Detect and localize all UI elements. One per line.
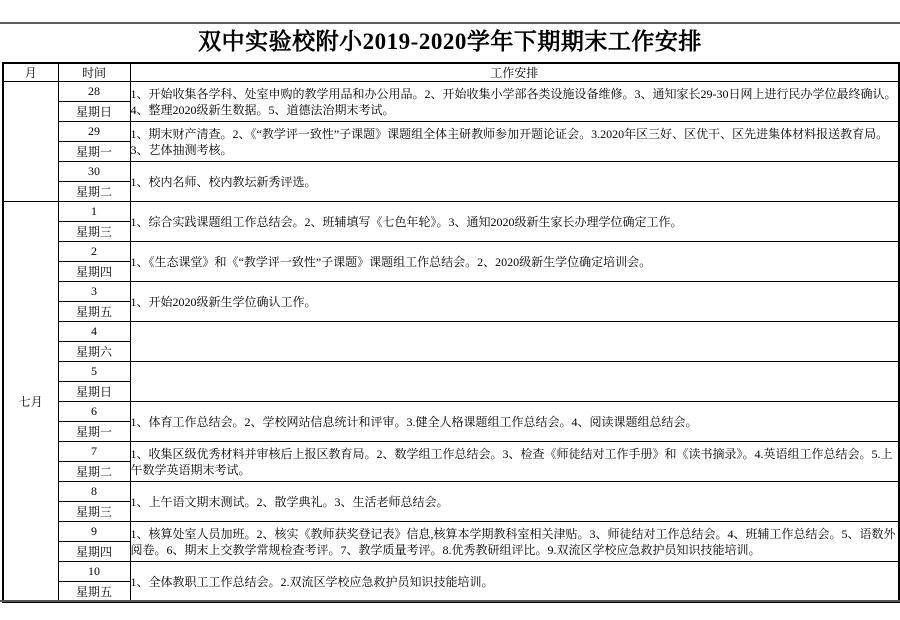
column-header-time: 时间 xyxy=(58,63,130,82)
table-row xyxy=(3,82,899,102)
work-cell: 1、体育工作总结会。2、学校网站信息统计和评审。3.健全人格课题组工作总结会。4、阅读课题组总结会。 xyxy=(130,402,899,442)
table-row xyxy=(3,442,899,462)
page-bottom-divider xyxy=(0,600,900,602)
weekday-cell: 星期五 xyxy=(58,582,130,603)
weekday-cell: 星期日 xyxy=(58,102,130,122)
page-title: 双中实验校附小2019-2020学年下期期末工作安排 xyxy=(198,29,702,54)
weekday-cell: 星期日 xyxy=(58,382,130,402)
work-cell: 1、收集区级优秀材料并审核后上报区教育局。2、数学组工作总结会。3、检查《师徒结对工作手册》和《读书摘录》。4.英语组工作总结会。5.上午数学英语期末考试。 xyxy=(130,442,899,482)
date-cell: 29 xyxy=(58,122,130,142)
table-row xyxy=(3,122,899,142)
work-cell: 1、核算处室人员加班。2、核实《教师获奖登记表》信息,核算本学期教科室相关津贴。3、师徒结对工作总结会。4、班辅工作总结会。5、语数外阅卷。6、期末上交教学常规检查考评。7、教学质量考评。8.优秀教研组评比。9.双流区学校应急救护员知识技能培训。 xyxy=(130,522,899,562)
work-cell: 1、全体教职工工作总结会。2.双流区学校应急救护员知识技能培训。 xyxy=(130,562,899,603)
date-cell: 1 xyxy=(58,202,130,222)
work-cell: 1、校内名师、校内教坛新秀评选。 xyxy=(130,162,899,202)
date-cell: 10 xyxy=(58,562,130,582)
work-cell: 1、综合实践课题组工作总结会。2、班辅填写《七色年轮》。3、通知2020级新生家长办理学位确定工作。 xyxy=(130,202,899,242)
weekday-cell: 星期三 xyxy=(58,222,130,242)
work-cell: 1、上午语文期末测试。2、散学典礼。3、生活老师总结会。 xyxy=(130,482,899,522)
table-row xyxy=(3,162,899,182)
weekday-cell: 星期一 xyxy=(58,422,130,442)
weekday-cell: 星期一 xyxy=(58,142,130,162)
weekday-cell: 星期二 xyxy=(58,182,130,202)
work-cell: 1、期末财产清查。2、《“教学评一致性”子课题》课题组全体主研教师参加开题论证会。3.2020年区三好、区优干、区先进集体材料报送教育局。3、艺体抽测考核。 xyxy=(130,122,899,162)
table-row xyxy=(3,522,899,542)
weekday-cell: 星期六 xyxy=(58,342,130,362)
work-cell: 1、《生态课堂》和《“教学评一致性”子课题》课题组工作总结会。2、2020级新生学位确定培训会。 xyxy=(130,242,899,282)
date-cell: 4 xyxy=(58,322,130,342)
weekday-cell: 星期五 xyxy=(58,302,130,322)
table-row xyxy=(3,322,899,342)
work-cell xyxy=(130,322,899,362)
table-row xyxy=(3,282,899,302)
date-cell: 8 xyxy=(58,482,130,502)
table-row xyxy=(3,202,899,222)
table-row xyxy=(3,482,899,502)
column-header-month: 月 xyxy=(3,63,58,82)
table-header-row xyxy=(3,63,899,82)
table-row xyxy=(3,402,899,422)
date-cell: 2 xyxy=(58,242,130,262)
work-cell: 1、开始2020级新生学位确认工作。 xyxy=(130,282,899,322)
date-cell: 7 xyxy=(58,442,130,462)
table-row xyxy=(3,562,899,582)
column-header-work: 工作安排 xyxy=(130,63,899,82)
weekday-cell: 星期四 xyxy=(58,542,130,562)
table-row xyxy=(3,362,899,382)
work-cell xyxy=(130,362,899,402)
date-cell: 5 xyxy=(58,362,130,382)
date-cell: 30 xyxy=(58,162,130,182)
date-cell: 28 xyxy=(58,82,130,102)
page-top-divider xyxy=(0,22,900,24)
schedule-table xyxy=(2,62,900,603)
date-cell: 9 xyxy=(58,522,130,542)
month-cell-july: 七月 xyxy=(3,202,58,603)
weekday-cell: 星期二 xyxy=(58,462,130,482)
weekday-cell: 星期三 xyxy=(58,502,130,522)
table-row xyxy=(3,242,899,262)
weekday-cell: 星期四 xyxy=(58,262,130,282)
date-cell: 6 xyxy=(58,402,130,422)
work-cell: 1、开始收集各学科、处室申购的教学用品和办公用品。2、开始收集小学部各类设施设备维修。3、通知家长29-30日网上进行民办学位最终确认。4、整理2020级新生数据。5、道德法治期末考试。 xyxy=(130,82,899,122)
date-cell: 3 xyxy=(58,282,130,302)
month-cell-june xyxy=(3,82,58,202)
